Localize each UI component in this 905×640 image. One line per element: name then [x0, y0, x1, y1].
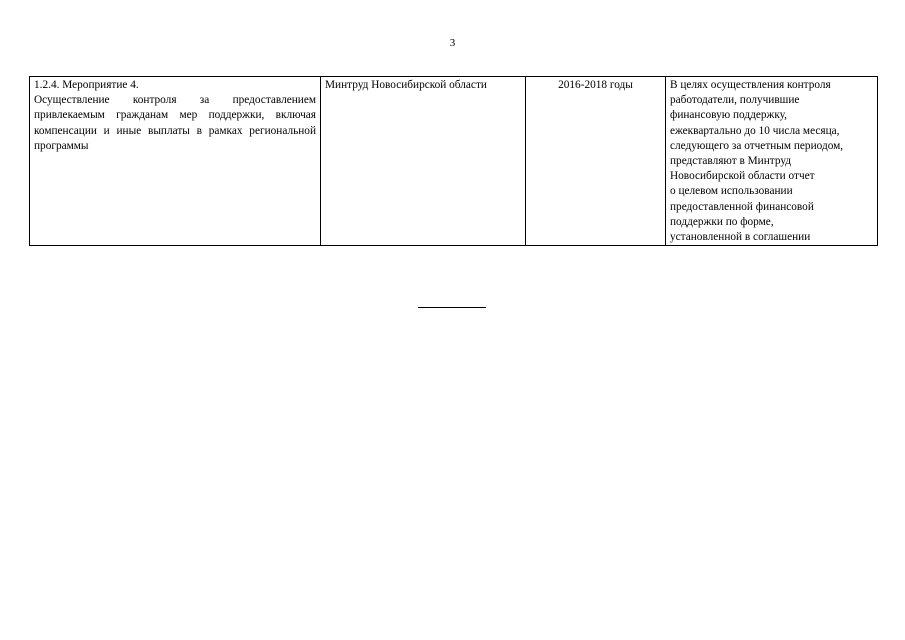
executor-text: Минтруд Новосибирской области — [325, 79, 487, 91]
page-number: 3 — [449, 37, 456, 49]
measure-title: 1.2.4. Мероприятие 4. — [34, 79, 139, 91]
measure-description: Осуществление контроля за предоставлением привлекаемым гражданам мер поддержки, включая компенсации и иные выплаты в рамках региональной программы — [34, 94, 316, 152]
period-text: 2016-2018 годы — [558, 79, 633, 91]
result-cell — [666, 77, 878, 246]
table-row — [30, 77, 878, 246]
measure-cell — [30, 77, 321, 246]
result-text: В целях осуществления контроля работодатели, получившие финансовую поддержку, ежеквартально до 10 числа месяца, следующего за отчетным периодом, представляют в Минтруд Новосибирской области отчет о целевом использовании предоставленной финансовой поддержки по форме, установленной в соглашении — [670, 79, 844, 244]
measures-table — [29, 76, 878, 246]
executor-cell — [321, 77, 526, 246]
period-cell — [526, 77, 666, 246]
end-divider — [418, 307, 486, 308]
